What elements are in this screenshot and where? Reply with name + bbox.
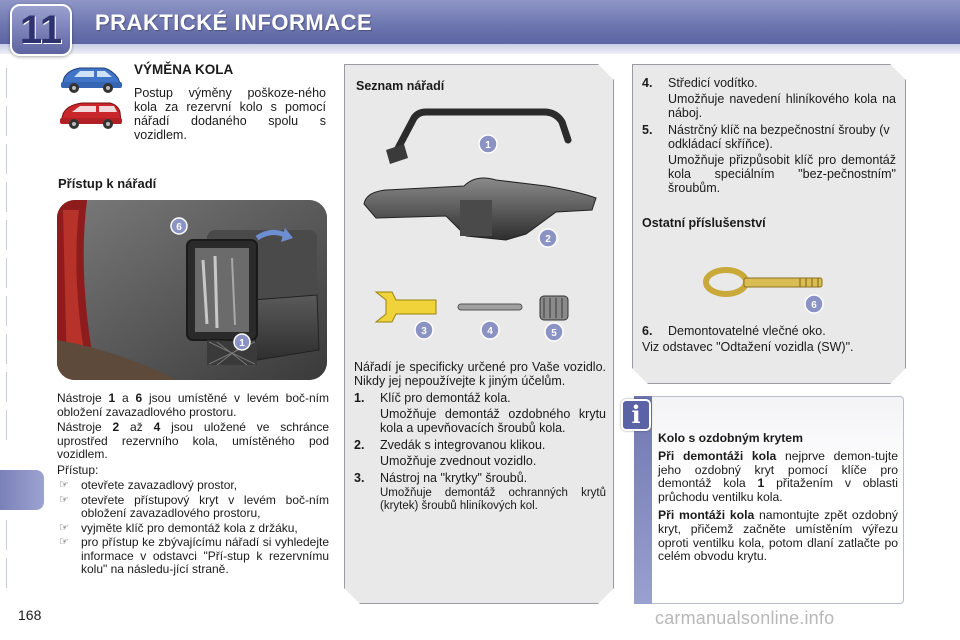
towing-eye-text	[642, 324, 896, 354]
text: přitažením v oblasti průchodu ventilku kola.	[658, 476, 898, 505]
left-text-block	[57, 392, 329, 578]
header-band	[0, 44, 960, 54]
pointing-hand-icon: ☞	[59, 521, 69, 534]
intro-text: Postup výměny poškoze-ného kola za rezervní kolo s pomocí nářadí dodaného spolu s vozidlem.	[134, 86, 326, 142]
cap-tool-icon	[376, 292, 436, 322]
step-text: vyjměte klíč pro demontáž kola z držáku,	[81, 520, 298, 535]
step-text: otevřete přístupový kryt v levém boč-ním obložení zavazadlového prostoru,	[81, 492, 329, 520]
towing-eye-icon	[700, 258, 830, 318]
list-item	[57, 494, 329, 521]
trunk-photo	[57, 200, 327, 380]
tool-number: 2	[112, 420, 120, 434]
item-number: 3.	[354, 471, 365, 485]
item-description: Umožňuje zvednout vozidlo.	[380, 454, 537, 468]
tools-panel-title: Seznam nářadí	[356, 79, 445, 93]
tools-intro: Nářadí je specificky určené pro Vaše vozidlo. Nikdy jej nepoužívejte k jiným účelům.	[354, 360, 606, 388]
list-item	[57, 479, 329, 493]
list-item	[354, 471, 606, 485]
emphasis: Při demontáži kola	[658, 448, 777, 463]
chapter-badge	[10, 4, 72, 56]
photo-callout: 6	[176, 222, 182, 233]
text: nejprve demon-tujte jeho ozdobný kryt pomocí klíče pro demontáž kola	[658, 448, 899, 491]
side-tab[interactable]	[6, 258, 20, 288]
text: jsou uložené ve schránce uprostřed rezervního kola, umístěného pod vozidlem.	[57, 420, 329, 461]
towing-note: Viz odstavec "Odtažení vozidla (SW)".	[642, 340, 854, 354]
red-car-icon	[58, 100, 124, 130]
photo-callout: 1	[239, 338, 245, 349]
text: a	[115, 391, 136, 405]
list-item	[57, 522, 329, 536]
tool-number: 1	[108, 391, 116, 405]
tool-number: 4	[153, 420, 161, 434]
wheel-wrench-icon	[386, 112, 568, 164]
item-number: 2.	[354, 438, 365, 452]
side-tab[interactable]	[6, 220, 20, 250]
security-socket-icon	[540, 296, 568, 320]
emphasis: Při montáži kola	[658, 507, 755, 522]
item-number: 6.	[642, 324, 653, 338]
list-item	[57, 536, 329, 577]
info-content	[658, 432, 898, 568]
tool-callout: 4	[487, 326, 493, 337]
list-item	[354, 391, 606, 405]
item-description: Umožňuje demontáž ozdobného krytu kola a upevňovacích šroubů kola.	[380, 407, 606, 435]
blue-car-icon	[58, 64, 124, 94]
side-tab[interactable]	[6, 144, 20, 174]
tool-callout: 5	[551, 328, 557, 339]
item-number: 1.	[354, 391, 365, 405]
side-tab[interactable]	[6, 182, 20, 212]
watermark: carmanualsonline.info	[655, 608, 835, 628]
access-steps	[57, 479, 329, 577]
side-tab-active[interactable]	[0, 470, 44, 510]
jack-icon	[364, 178, 596, 240]
side-tab[interactable]	[6, 296, 20, 326]
pointing-hand-icon: ☞	[59, 536, 69, 548]
info-icon: i	[621, 399, 651, 431]
tool-callout: 3	[421, 326, 427, 337]
text: Nástroje	[57, 391, 109, 405]
tools-illustration	[356, 100, 608, 356]
side-tab[interactable]	[6, 334, 20, 364]
subsection-title: Přístup k nářadí	[58, 176, 157, 191]
item-description: Umožňuje navedení hliníkového kola na náboj.	[668, 92, 896, 120]
side-tab[interactable]	[6, 520, 20, 550]
info-paragraph	[658, 450, 898, 505]
side-tab[interactable]	[6, 68, 20, 98]
tools-list	[354, 360, 606, 516]
step-text: otevřete zavazadlový prostor,	[81, 478, 238, 492]
item-number: 4.	[642, 76, 653, 90]
section-title: VÝMĚNA KOLA	[134, 62, 234, 77]
other-accessories-title: Ostatní příslušenství	[642, 216, 766, 230]
item-label: Nástroj na "krytky" šroubů.	[380, 471, 528, 485]
item-number: 5.	[642, 123, 653, 137]
text: Nástroje	[57, 420, 113, 434]
tools-list-continued	[642, 76, 896, 198]
item-label: Demontovatelné vlečné oko.	[668, 324, 826, 338]
tool-number: 6	[135, 391, 143, 405]
step-text: pro přístup ke zbývajícímu nářadí si vyhledejte informace v odstavci "Pří-stup k rezervnímu kolu" na následu-jící straně.	[81, 535, 329, 576]
text: až	[119, 420, 154, 434]
tools-location-paragraph	[57, 392, 329, 419]
side-tab[interactable]	[6, 558, 20, 588]
chapter-number: 11	[19, 8, 63, 52]
access-label: Přístup:	[57, 462, 99, 477]
item-description: Umožňuje přizpůsobit klíč pro demontáž kola speciálním "bez-pečnostním" šroubům.	[668, 153, 896, 195]
tool-callout: 1	[485, 140, 491, 151]
side-tab[interactable]	[6, 106, 20, 136]
text: namontujte zpět ozdobný kryt, přičemž začněte umístěním výřezu oproti ventilku kola, potom dlaní zatlačte po celém obvodu krytu.	[658, 507, 898, 564]
page-number: 168	[18, 607, 42, 623]
item-label: Klíč pro demontáž kola.	[380, 391, 511, 405]
list-item	[354, 438, 606, 452]
item-label: Nástrčný klíč na bezpečnostní šrouby (v odkládací skříňce).	[668, 123, 890, 151]
list-item	[642, 324, 896, 338]
pointing-hand-icon: ☞	[59, 479, 69, 491]
side-tab[interactable]	[6, 410, 20, 440]
page-title: PRAKTICKÉ INFORMACE	[95, 10, 373, 35]
side-tab[interactable]	[6, 372, 20, 402]
list-item	[642, 123, 896, 151]
item-label: Zvedák s integrovanou klikou.	[380, 438, 546, 452]
pointing-hand-icon: ☞	[59, 493, 69, 506]
list-item	[642, 76, 896, 90]
text: jsou umístěné v levém boč-ním obložení zavazadlového prostoru.	[57, 391, 329, 419]
info-paragraph	[658, 509, 898, 564]
info-title: Kolo s ozdobným krytem	[658, 431, 803, 445]
tool-number: 1	[757, 476, 765, 491]
tools-location-paragraph	[57, 421, 329, 462]
tool-callout: 2	[545, 234, 551, 245]
tool-callout: 6	[811, 300, 817, 311]
item-label: Středicí vodítko.	[668, 76, 758, 90]
centering-guide-icon	[458, 304, 522, 310]
item-description: Umožňuje demontáž ochranných krytů (krytek) šroubů hliníkových kol.	[380, 487, 606, 512]
